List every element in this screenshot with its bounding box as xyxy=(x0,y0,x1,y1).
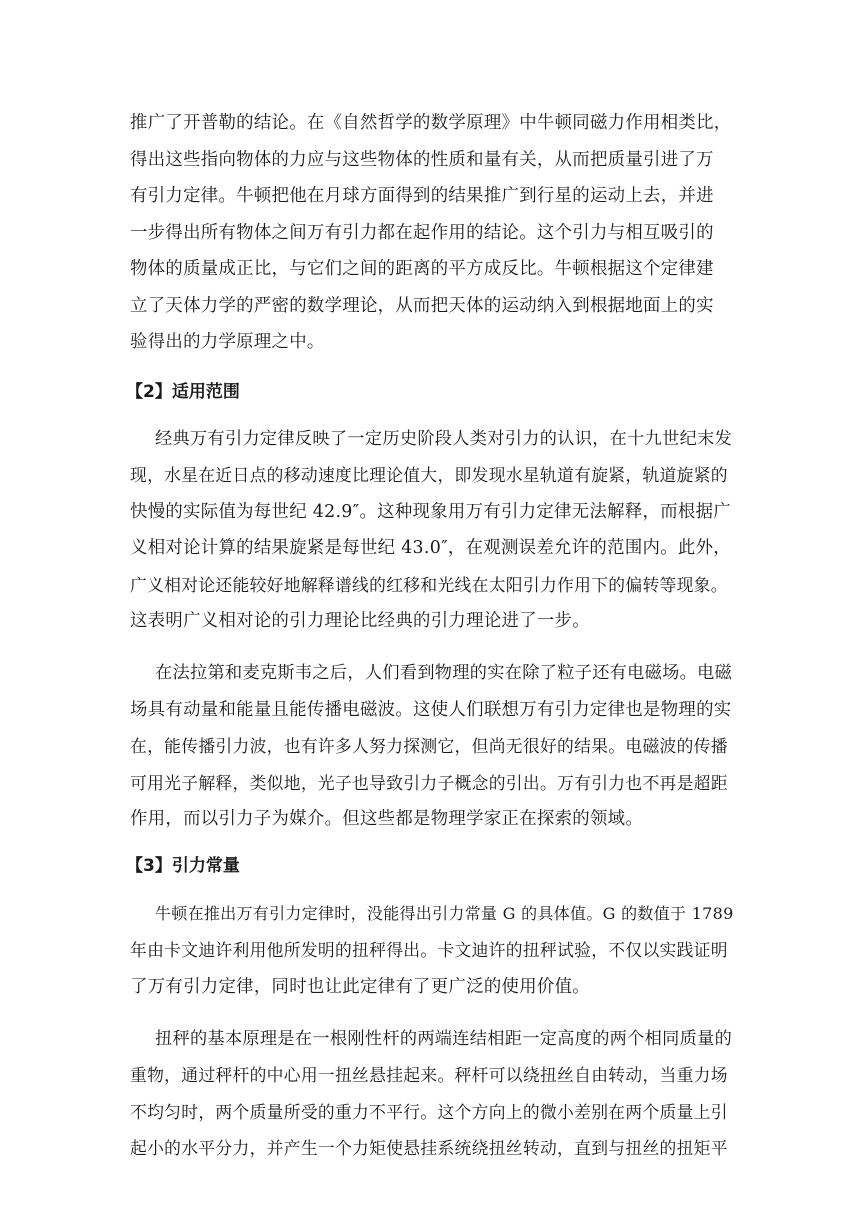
para3-line: 场具有动量和能量且能传播电磁波。这使人们联想万有引力定律也是物理的实 xyxy=(130,700,732,720)
para3-line: 在法拉第和麦克斯韦之后，人们看到物理的实在除了粒子还有电磁场。电磁 xyxy=(155,663,733,683)
para1-line: 物体的质量成正比，与它们之间的距离的平方成反比。牛顿根据这个定律建 xyxy=(130,259,714,279)
para2-line: 快慢的实际值为每世纪 42.9″。这种现象用万有引力定律无法解释，而根据广 xyxy=(130,502,731,522)
para3-line: 可用光子解释，类似地，光子也导致引力子概念的引出。万有引力也不再是超距 xyxy=(130,773,728,793)
section-heading-2: 【2】适用范围 xyxy=(126,382,240,402)
para2-line: 广义相对论还能较好地解释谱线的红移和光线在太阳引力作用下的偏转等现象。 xyxy=(130,575,728,595)
para5-line: 重物，通过秤杆的中心用一扭丝悬挂起来。秤杆可以绕扭丝自由转动，当重力场 xyxy=(130,1065,728,1085)
para4-line: 年由卡文迪许利用他所发明的扭秤得出。卡文迪许的扭秤试验，不仅以实践证明 xyxy=(130,940,728,960)
para1-line: 验得出的力学原理之中。 xyxy=(130,332,325,352)
para3-line: 作用，而以引力子为媒介。但这些都是物理学家正在探索的领域。 xyxy=(130,809,644,829)
para1-line: 立了天体力学的严密的数学理论，从而把天体的运动纳入到根据地面上的实 xyxy=(130,296,714,316)
para1-line: 一步得出所有物体之间万有引力都在起作用的结论。这个引力与相互吸引的 xyxy=(130,223,714,243)
para2-line: 经典万有引力定律反映了一定历史阶段人类对引力的认识，在十九世纪末发 xyxy=(155,429,733,449)
para3-line: 在，能传播引力波，也有许多人努力探测它，但尚无很好的结果。电磁波的传播 xyxy=(130,736,728,756)
para1-line: 有引力定律。牛顿把他在月球方面得到的结果推广到行星的运动上去，并进 xyxy=(130,186,714,206)
para5-line: 起小的水平分力，并产生一个力矩使悬挂系统绕扭丝转动，直到与扭丝的扭矩平 xyxy=(130,1138,728,1158)
para4-line: 了万有引力定律，同时也让此定律有了更广泛的使用价值。 xyxy=(130,977,590,997)
para4-line: 牛顿在推出万有引力定律时，没能得出引力常量 G 的具体值。G 的数值于 1789 xyxy=(155,904,734,923)
para5-line: 不均匀时，两个质量所受的重力不平行。这个方向上的微小差别在两个质量上引 xyxy=(130,1102,728,1122)
para1-line: 得出这些指向物体的力应与这些物体的性质和量有关，从而把质量引进了万 xyxy=(130,150,714,170)
para2-line: 义相对论计算的结果旋紧是每世纪 43.0″，在观测误差允许的范围内。此外， xyxy=(130,538,731,558)
para1-line: 推广了开普勒的结论。在《自然哲学的数学原理》中牛顿同磁力作用相类比， xyxy=(130,113,732,133)
section-heading-3: 【3】引力常量 xyxy=(126,856,240,876)
para2-line: 这表明广义相对论的引力理论比经典的引力理论进了一步。 xyxy=(130,611,590,631)
para5-line: 扭秤的基本原理是在一根刚性杆的两端连结相距一定高度的两个相同质量的 xyxy=(155,1029,733,1049)
para2-line: 现，水星在近日点的移动速度比理论值大，即发现水星轨道有旋紧，轨道旋紧的 xyxy=(130,465,728,485)
